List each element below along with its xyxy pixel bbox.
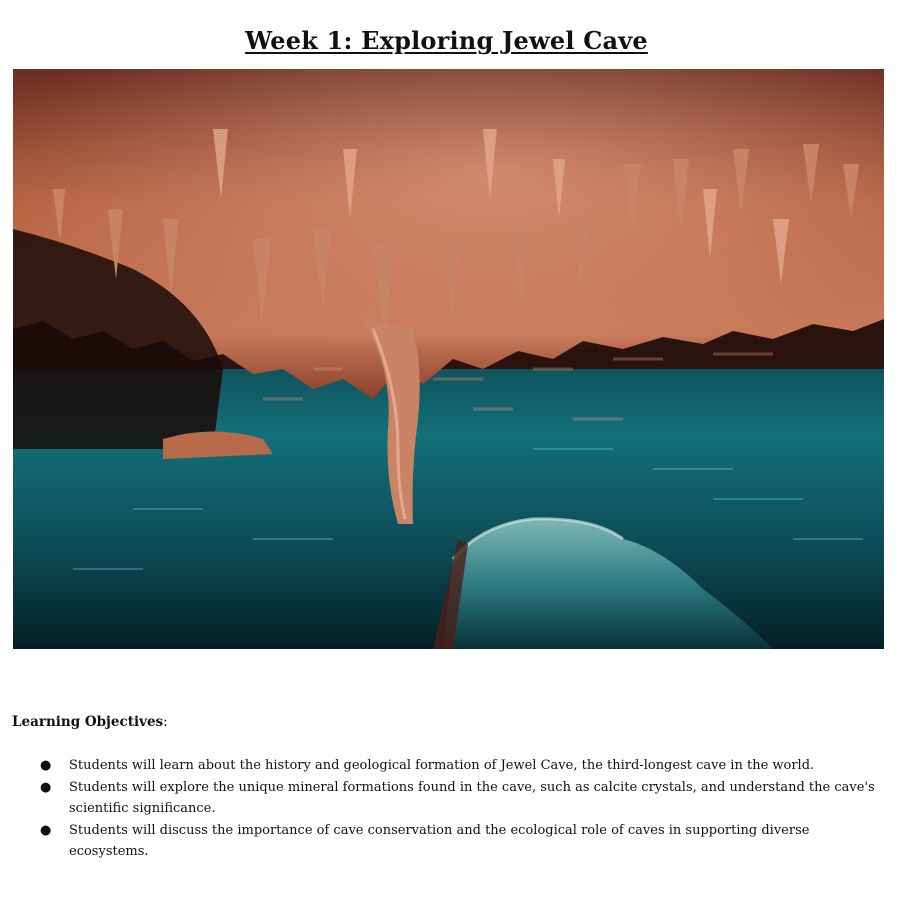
list-item-text: Students will discuss the importance of cave conservation and the ecological role of caves in supporting diverse ecosystems. <box>69 822 810 859</box>
bullet-icon: ● <box>40 758 52 773</box>
learning-objectives-heading-text: Learning Objectives <box>12 714 164 730</box>
list-item-text: Students will explore the unique mineral formations found in the cave, such as calcite crystals, and understand the cave's scientific significance. <box>69 779 875 816</box>
learning-objectives-list <box>12 755 888 863</box>
cave-photo-icon <box>13 69 884 649</box>
list-item <box>40 820 888 863</box>
learning-objectives-heading-colon: : <box>163 714 168 730</box>
bullet-icon: ● <box>40 822 52 838</box>
learning-objectives-section <box>12 714 888 863</box>
page-title: Week 1: Exploring Jewel Cave <box>245 26 648 55</box>
cave-photo <box>13 69 884 649</box>
list-item <box>40 777 888 820</box>
list-item-text: Students will learn about the history and geological formation of Jewel Cave, the third-longest cave in the world. <box>69 758 815 773</box>
learning-objectives-heading <box>12 714 888 730</box>
bullet-icon: ● <box>40 779 52 795</box>
list-item <box>40 755 888 777</box>
